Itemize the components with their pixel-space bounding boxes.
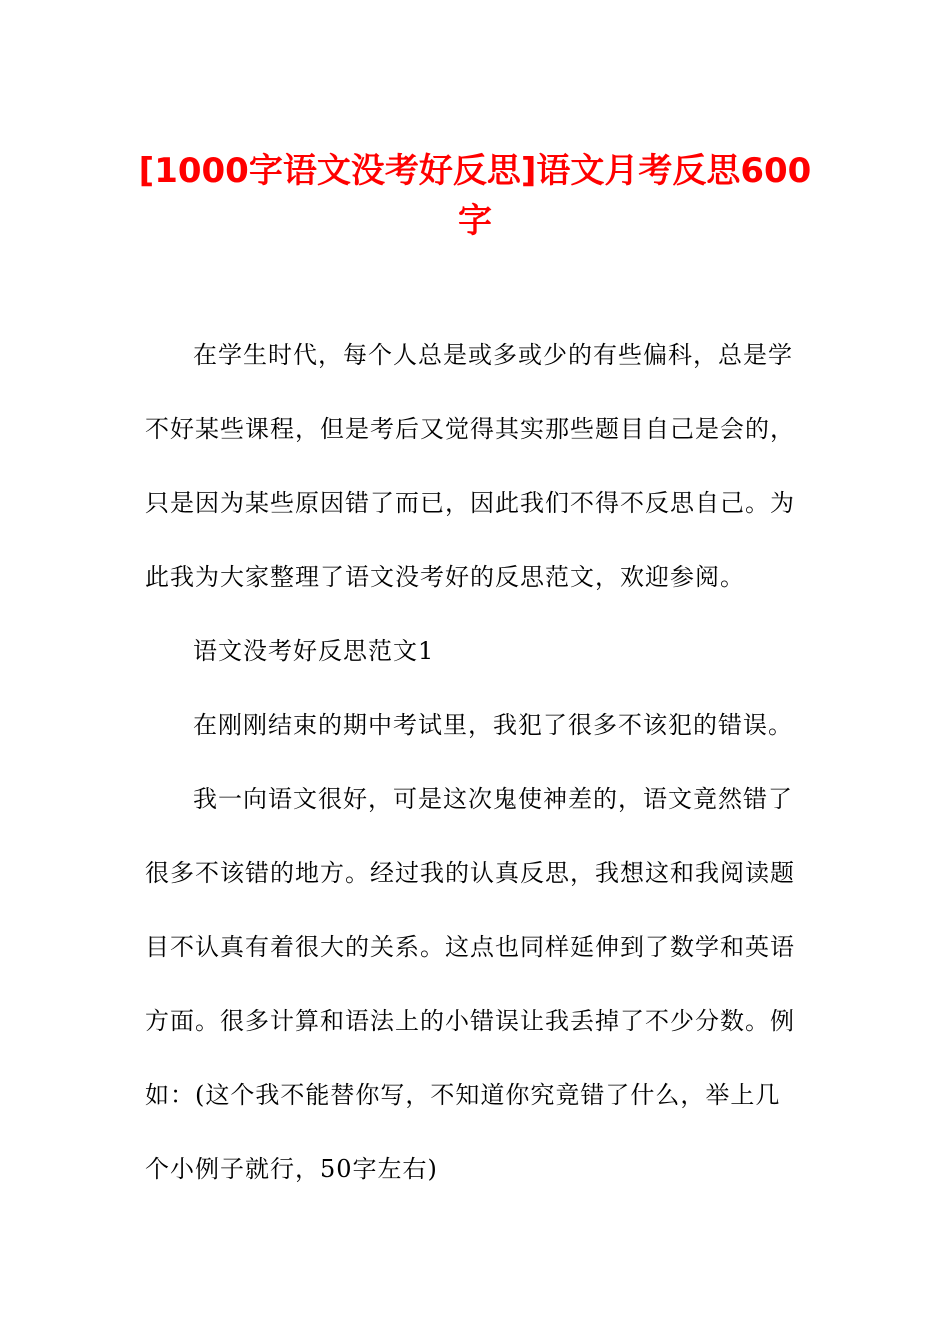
body-paragraph: 我一向语文很好，可是这次鬼使神差的，语文竟然错了很多不该错的地方。经过我的认真反思，我想这和我阅读题目不认真有着很大的关系。这点也同样延伸到了数学和英语方面。很多计算和语法上的小错误让我丢掉了不少分数。例如：(这个我不能替你写，不知道你究竟错了什么，举上几个小例子就行，50字左右) <box>145 785 795 1183</box>
section-heading: 语文没考好反思范文1 <box>193 637 435 665</box>
document-body <box>145 318 805 1206</box>
body-paragraph: 在刚刚结束的期中考试里，我犯了很多不该犯的错误。 <box>193 711 793 739</box>
document-title: [1000字语文没考好反思]语文月考反思600字 <box>138 151 812 241</box>
intro-paragraph: 在学生时代，每个人总是或多或少的有些偏科，总是学不好某些课程，但是考后又觉得其实那些题目自己是会的，只是因为某些原因错了而已，因此我们不得不反思自己。为此我为大家整理了语文没考好的反思范文，欢迎参阅。 <box>145 341 795 591</box>
